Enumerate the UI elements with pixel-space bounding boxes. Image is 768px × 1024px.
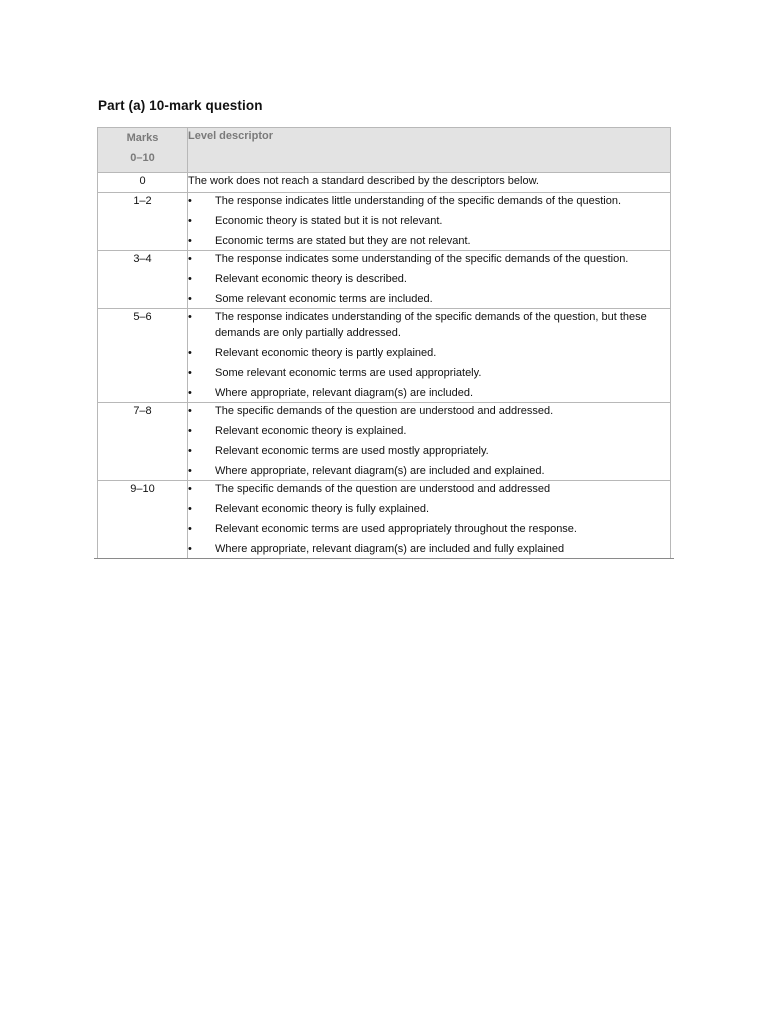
- descriptor-item: [188, 291, 670, 307]
- descriptor-list: [188, 251, 670, 307]
- bullet-icon: •: [188, 347, 192, 359]
- bullet-icon: •: [188, 273, 192, 285]
- descriptor-text: The specific demands of the question are understood and addressed: [215, 483, 551, 495]
- descriptor-text: Relevant economic theory is fully explained.: [215, 503, 430, 515]
- bullet-icon: •: [188, 523, 192, 535]
- descriptor-cell: [188, 251, 671, 309]
- bullet-icon: •: [188, 253, 192, 265]
- descriptor-text: The specific demands of the question are understood and addressed.: [215, 405, 554, 417]
- marks-header-label: Marks: [126, 132, 159, 144]
- descriptor-item: [188, 233, 670, 249]
- descriptor-cell: [188, 309, 671, 403]
- descriptor-item: [188, 193, 670, 209]
- descriptor-text: Some relevant economic terms are used appropriately.: [215, 367, 482, 379]
- descriptor-item: [188, 365, 670, 381]
- table-bottom-rule: [94, 558, 674, 559]
- marks-column-header: [98, 128, 188, 173]
- descriptor-list: [188, 193, 670, 249]
- descriptor-list: [188, 403, 670, 479]
- descriptor-item: [188, 345, 670, 361]
- table-row: [98, 309, 671, 403]
- descriptor-text: Relevant economic theory is partly explained.: [215, 347, 437, 359]
- descriptor-text: Relevant economic theory is described.: [215, 273, 407, 285]
- descriptor-cell: [188, 173, 671, 193]
- descriptor-item: [188, 385, 670, 401]
- bullet-icon: •: [188, 543, 192, 555]
- descriptor-text: Where appropriate, relevant diagram(s) are included and explained.: [215, 465, 545, 477]
- descriptor-text: Where appropriate, relevant diagram(s) are included.: [215, 387, 474, 399]
- bullet-icon: •: [188, 405, 192, 417]
- marks-cell: 9–10: [98, 481, 188, 559]
- bullet-icon: •: [188, 293, 192, 305]
- descriptor-text: Relevant economic theory is explained.: [215, 425, 407, 437]
- table-header-row: [98, 128, 671, 173]
- marks-cell: 0: [98, 173, 188, 193]
- marks-cell: 7–8: [98, 403, 188, 481]
- descriptor-text: The response indicates little understanding of the specific demands of the question.: [215, 195, 622, 207]
- descriptor-list: [188, 309, 670, 401]
- descriptor-text: Economic terms are stated but they are not relevant.: [215, 235, 471, 247]
- descriptor-column-header: Level descriptor: [188, 128, 671, 173]
- bullet-icon: •: [188, 235, 192, 247]
- table-row: [98, 403, 671, 481]
- markscheme-table: [97, 127, 671, 559]
- descriptor-text: The response indicates some understanding of the specific demands of the question.: [215, 253, 629, 265]
- marks-cell: 5–6: [98, 309, 188, 403]
- marks-cell: 3–4: [98, 251, 188, 309]
- table-row: [98, 173, 671, 193]
- descriptor-item: [188, 463, 670, 479]
- bullet-icon: •: [188, 503, 192, 515]
- descriptor-item: [188, 309, 670, 341]
- bullet-icon: •: [188, 425, 192, 437]
- descriptor-text: The response indicates understanding of the specific demands of the question, but these demands are only partially addressed.: [215, 311, 647, 339]
- descriptor-list: [188, 481, 670, 557]
- bullet-icon: •: [188, 195, 192, 207]
- table-row: [98, 193, 671, 251]
- marks-header-range: 0–10: [130, 152, 155, 164]
- bullet-icon: •: [188, 387, 192, 399]
- descriptor-item: [188, 271, 670, 287]
- descriptor-item: [188, 403, 670, 419]
- table-row: [98, 481, 671, 559]
- bullet-icon: •: [188, 215, 192, 227]
- bullet-icon: •: [188, 465, 192, 477]
- descriptor-item: [188, 423, 670, 439]
- descriptor-text: Where appropriate, relevant diagram(s) are included and fully explained: [215, 543, 565, 555]
- bullet-icon: •: [188, 367, 192, 379]
- descriptor-item: [188, 213, 670, 229]
- descriptor-text: The work does not reach a standard described by the descriptors below.: [188, 175, 539, 187]
- descriptor-text: Relevant economic terms are used mostly appropriately.: [215, 445, 489, 457]
- descriptor-cell: [188, 193, 671, 251]
- descriptor-item: [188, 501, 670, 517]
- descriptor-item: [188, 541, 670, 557]
- descriptor-item: [188, 443, 670, 459]
- descriptor-text: Some relevant economic terms are included.: [215, 293, 433, 305]
- descriptor-text: Relevant economic terms are used appropriately throughout the response.: [215, 523, 577, 535]
- table-row: [98, 251, 671, 309]
- descriptor-text: Economic theory is stated but it is not relevant.: [215, 215, 443, 227]
- descriptor-item: [188, 481, 670, 497]
- marks-cell: 1–2: [98, 193, 188, 251]
- descriptor-item: [188, 521, 670, 537]
- bullet-icon: •: [188, 483, 192, 495]
- bullet-icon: •: [188, 311, 192, 323]
- descriptor-item: [188, 251, 670, 267]
- table-body: [98, 173, 671, 559]
- bullet-icon: •: [188, 445, 192, 457]
- descriptor-cell: [188, 481, 671, 559]
- descriptor-cell: [188, 403, 671, 481]
- section-title: Part (a) 10-mark question: [98, 98, 263, 113]
